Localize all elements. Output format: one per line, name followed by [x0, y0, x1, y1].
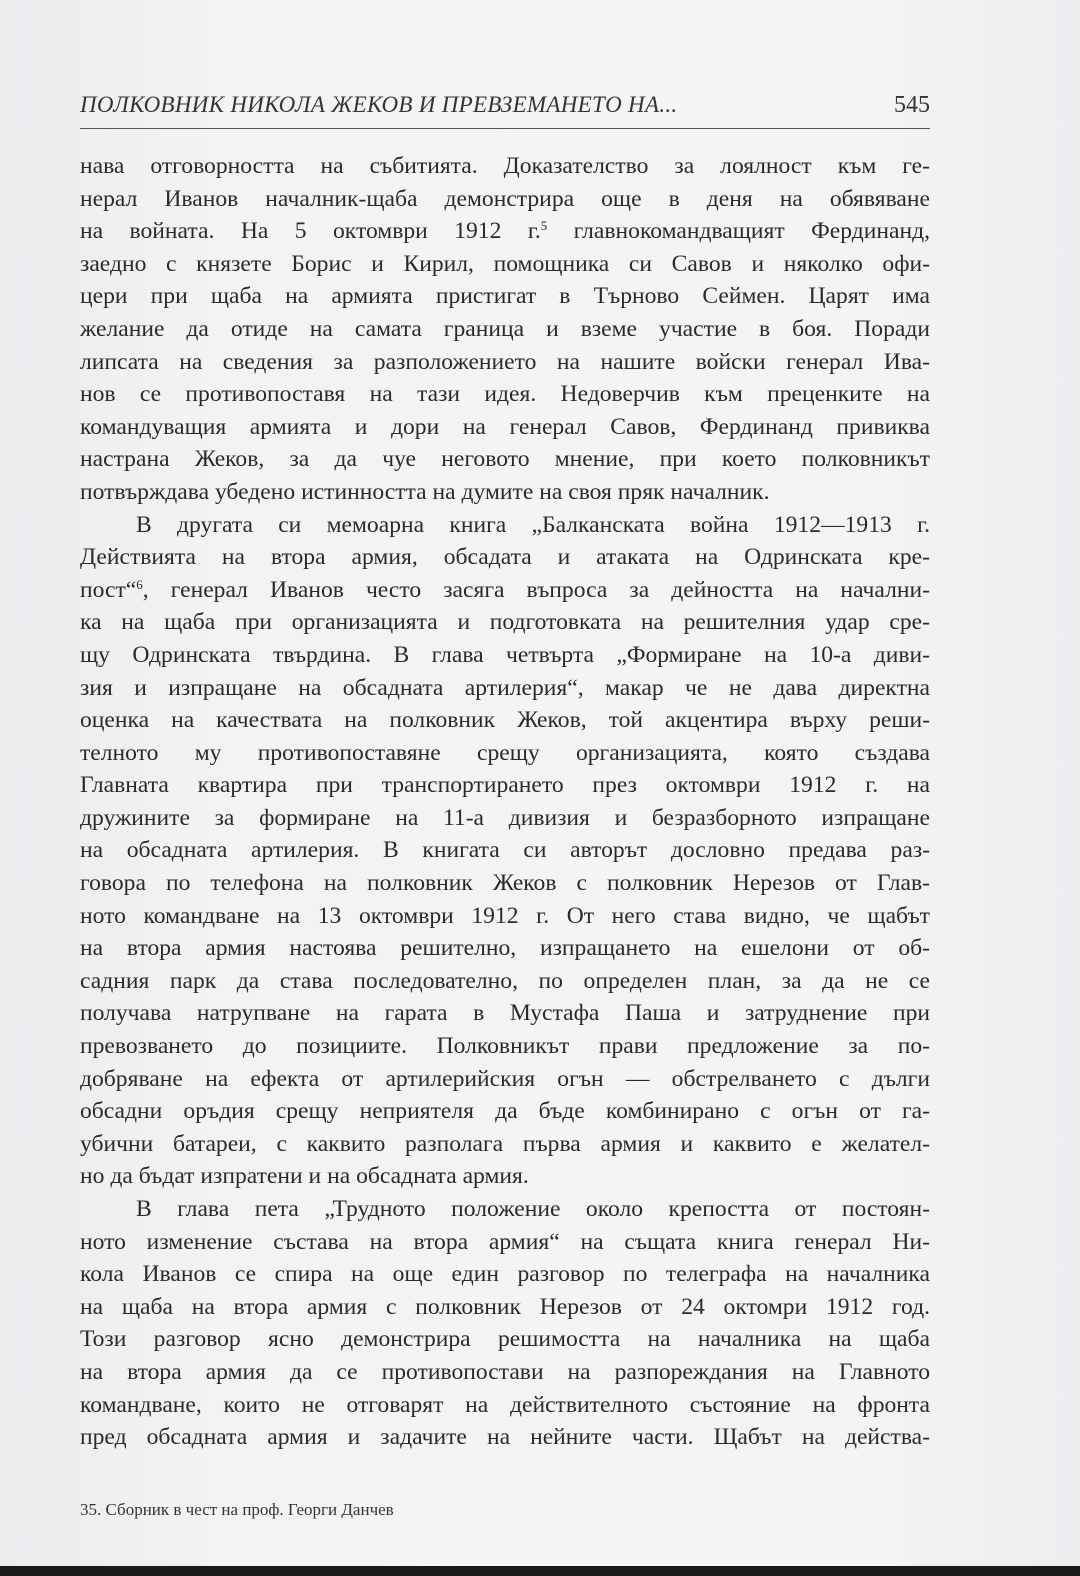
- text-line: на втора армия настоява решително, изпращането на ешелони от об-: [80, 935, 930, 962]
- body-text: [80, 150, 930, 1454]
- text-line: обсадни оръдия срещу неприятеля да бъде комбинирано с огън от га-: [80, 1098, 930, 1125]
- paragraph-3: [80, 1193, 930, 1454]
- text-line: Главната квартира при транспортирането през октомври 1912 г. на: [80, 772, 930, 799]
- text-line: командване, които не отговарят на действителното състояние на фронта: [80, 1391, 930, 1418]
- text-line: командуващия армията и дори на генерал Савов, Фердинанд привиква: [80, 413, 930, 440]
- text-fragment: на войната. На 5 октомври 1912 г.: [80, 218, 541, 245]
- paragraph-2: [80, 509, 930, 1193]
- text-line: В глава пета „Трудното положение около крепостта от постоян-: [136, 1196, 930, 1222]
- text-line-with-footnote: [80, 574, 930, 607]
- text-line: зия и изпращане на обсадната артилерия“, макар че не дава директна: [80, 674, 930, 701]
- footnote-ref: 5: [540, 218, 548, 234]
- text-line: нава отговорността на събитията. Доказателство за лоялност към ге-: [80, 153, 930, 179]
- text-line: желание да отиде на самата граница и вземе участие в боя. Поради: [80, 315, 930, 342]
- text-line: цери при щаба на армията пристигат в Търново Сеймен. Царят има: [80, 283, 930, 310]
- running-title: ПОЛКОВНИК НИКОЛА ЖЕКОВ И ПРЕВЗЕМАНЕТО НА...: [80, 92, 678, 117]
- text-line: нерал Иванов началник-щаба демонстрира още в деня на обявяване: [80, 185, 930, 212]
- text-line: кола Иванов се спира на още един разговор по телеграфа на началника: [80, 1261, 930, 1288]
- signature-mark: 35. Сборник в чест на проф. Георги Данчев: [80, 1500, 394, 1519]
- text-line: говора по телефона на полковник Жеков с полковник Нерезов от Глав-: [80, 870, 930, 897]
- text-line: садния парк да става последователно, по определен план, за да не се: [80, 967, 930, 994]
- text-line: убични батареи, с каквито разполага първа армия и каквито е желател-: [80, 1130, 930, 1157]
- text-line: В другата си мемоарна книга „Балканската война 1912—1913 г.: [136, 511, 930, 538]
- text-line: на щаба на втора армия с полковник Нерезов от 24 октомри 1912 год.: [80, 1293, 930, 1320]
- text-line-with-footnote: [80, 215, 930, 248]
- header-rule: [80, 128, 930, 129]
- text-line: настрана Жеков, за да чуе неговото мнение, при което полковникът: [80, 446, 930, 473]
- text-line: оценка на качествата на полковник Жеков, той акцентира върху реши-: [80, 707, 930, 734]
- text-line: щу Одринската твърдина. В глава четвърта „Формиране на 10-а диви-: [80, 641, 930, 668]
- text-line: дружините за формиране на 11-а дивизия и безразборното изпращане: [80, 804, 930, 831]
- scan-edge: [0, 1566, 1080, 1576]
- text-line: липсата на сведения за разположението на нашите войски генерал Ива-: [80, 348, 930, 375]
- text-line: Този разговор ясно демонстрира решимостта на началника на щаба: [80, 1326, 930, 1353]
- page-number: 545: [894, 92, 930, 118]
- text-fragment: пост“: [80, 576, 137, 603]
- text-line: пред обсадната армия и задачите на нейните части. Щабът на действа-: [80, 1424, 930, 1451]
- footnote-ref: 6: [136, 576, 143, 592]
- text-line: потвърждава убедено истинността на думите на своя пряк началник.: [80, 478, 770, 505]
- text-line: Действията на втора армия, обсадата и атаката на Одринската кре-: [80, 544, 930, 571]
- text-line: превозването до позициите. Полковникът прави предложение за по-: [80, 1033, 930, 1060]
- text-line: телното му противопоставяне срещу организацията, която създава: [80, 739, 930, 766]
- text-line: нов се противопоставя на тази идея. Недоверчив към преценките на: [80, 381, 930, 408]
- text-line: добряване на ефекта от артилерийския огън — обстрелването с дълги: [80, 1065, 930, 1092]
- text-line: на втора армия да се противопостави на разпореждания на Главното: [80, 1358, 930, 1385]
- text-fragment: , генерал Иванов често засяга въпроса за дейността на начални-: [142, 576, 930, 603]
- text-line: заедно с князете Борис и Кирил, помощника си Савов и няколко офи-: [80, 250, 930, 277]
- text-line: получава натрупване на гарата в Мустафа Паша и затруднение при: [80, 1000, 930, 1027]
- text-line: на обсадната артилерия. В книгата си авторът дословно предава раз-: [80, 837, 930, 864]
- text-line: ка на щаба при организацията и подготовката на решителния удар сре-: [80, 609, 930, 636]
- text-fragment: главнокомандващият Фердинанд,: [547, 218, 930, 245]
- running-head: [80, 92, 930, 126]
- text-line: но да бъдат изпратени и на обсадната армия.: [80, 1163, 529, 1190]
- text-line: ното изменение състава на втора армия“ на същата книга генерал Ни-: [80, 1228, 930, 1255]
- paragraph-1: [80, 150, 930, 509]
- text-line: ното командване на 13 октомври 1912 г. От него става видно, че щабът: [80, 902, 930, 929]
